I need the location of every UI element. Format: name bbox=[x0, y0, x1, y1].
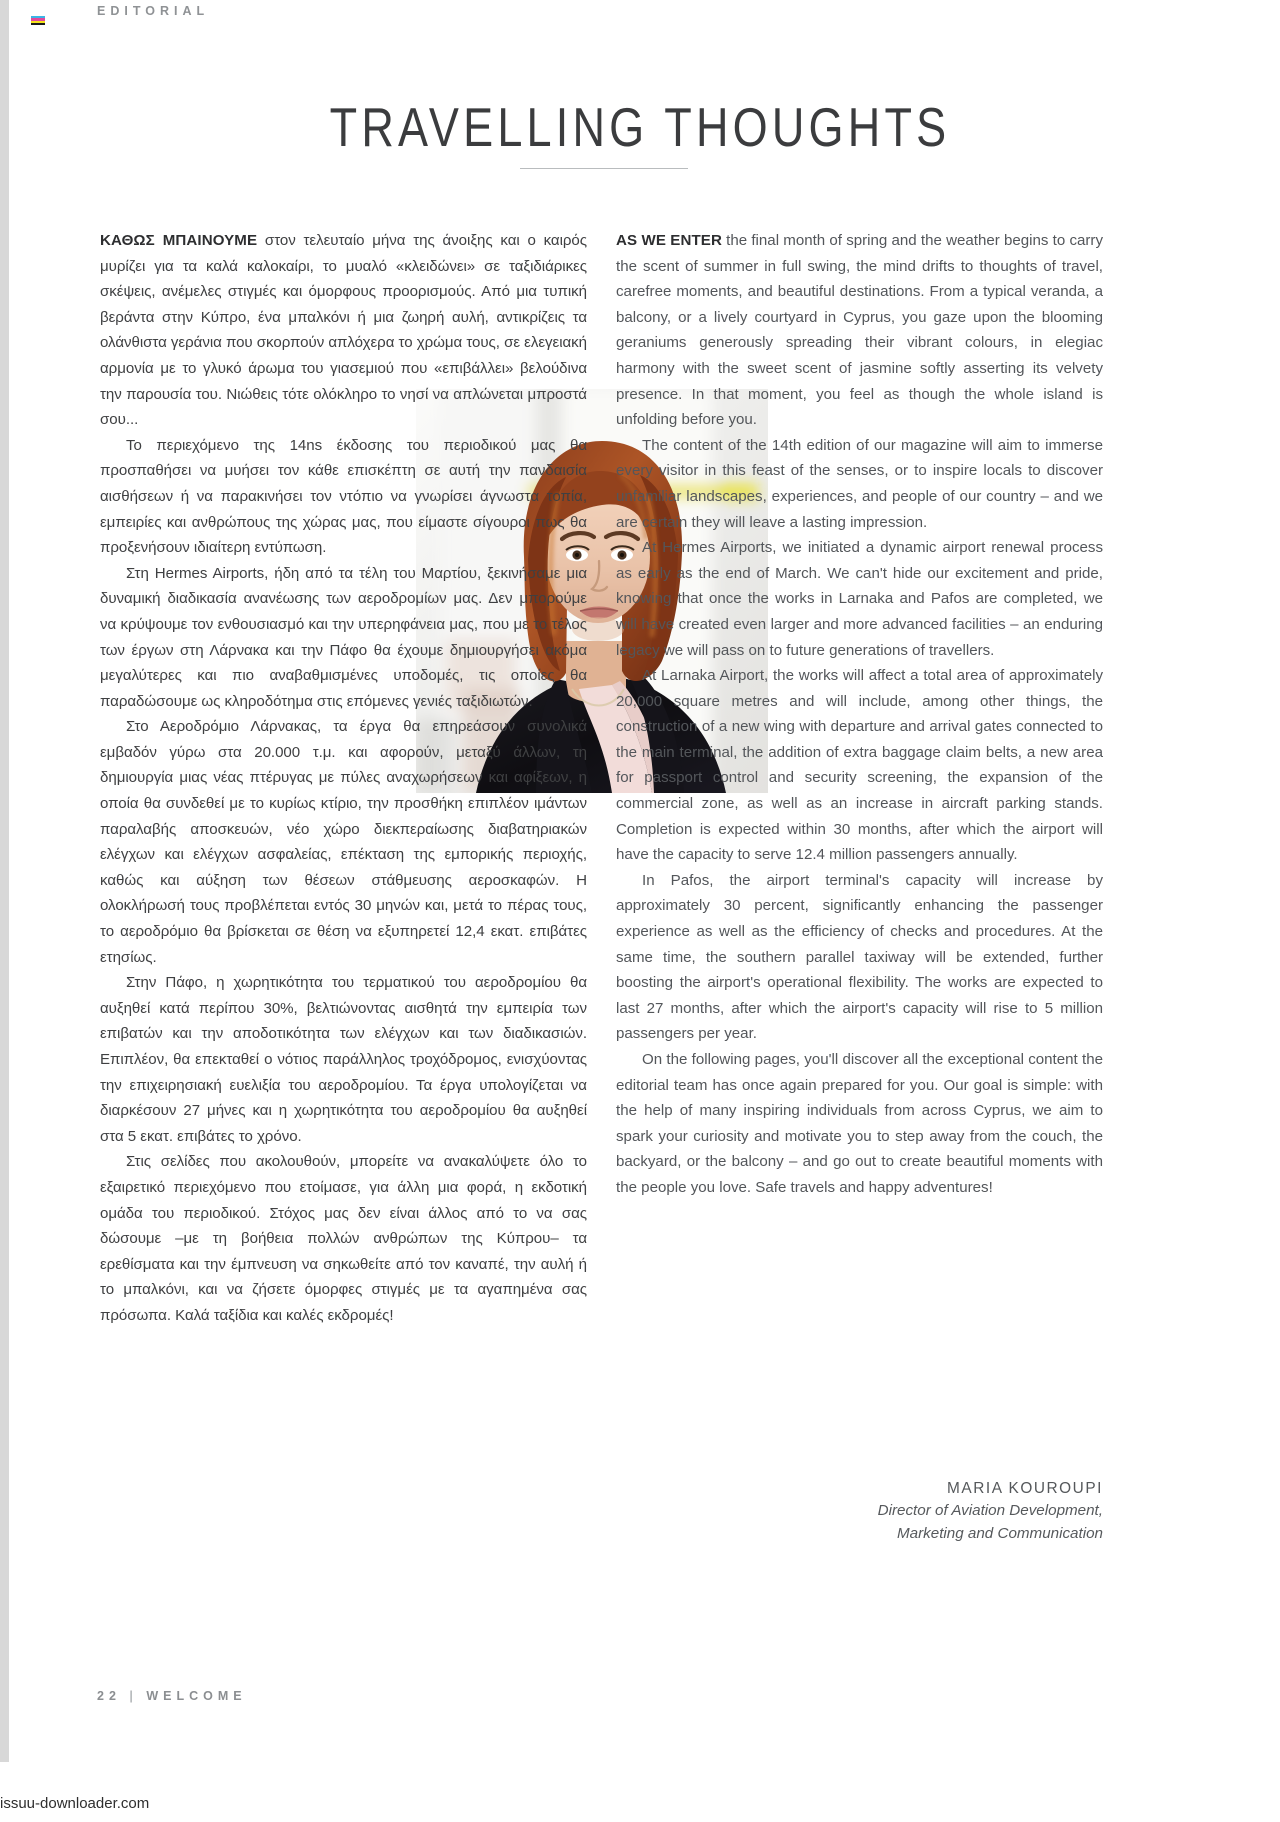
greek-paragraph-1-text: στον τελευταίο μήνα της άνοιξης και ο καιρός μυρίζει για τα καλά καλοκαίρι, το μυαλό «κλειδώνει» σε ταξιδιάρικες σκέψεις, ανέμελες στιγμές και όμορφους προορισμούς. Από μια τυπική βεράντα στην Κύπρο, ένα μπαλκόνι ή μια ζωηρή αυλή, αντικρίζεις τα ολάνθιστα γεράνια που σκορπούν απλόχερα το χρώμα τους, σε ελεγειακή αρμονία με το γλυκό άρωμα του γιασεμιού που «επιβάλλει» βελούδινα την παρουσία του. Νιώθεις τότε ολόκληρο το νησί να απλώνεται μπροστά σου... bbox=[100, 232, 588, 429]
greek-paragraph-4: Στο Αεροδρόμιο Λάρνακας, τα έργα θα επηρεάσουν συνολικά εμβαδόν γύρω στα 20.000 τ.μ. και αφορούν, μεταξύ άλλων, τη δημιουργία μιας νέας πτέρυγας με πύλες αναχωρήσεων και αφίξεων, η οποία θα συνδεθεί με το κυρίως κτίριο, την προσθήκη επιπλέον ιμάντων παραλαβής αποσκευών, νέο χώρο διεκπεραίωσης διαβατηριακών ελέγχων και ελέγχων ασφαλείας, επέκταση της εμπορικής περιοχής, καθώς και αύξηση των θέσεων στάθμευσης αεροσκαφών. Η ολοκλήρωσή τους προβλέπεται εντός 30 μηνών και, μετά το πέρας τους, το αεροδρόμιο θα βρίσκεται σε θέση να εξυπηρετεί 12,4 εκατ. επιβάτες ετησίως. bbox=[100, 718, 587, 966]
greek-paragraph-1 bbox=[100, 228, 587, 433]
greek-paragraph-5: Στην Πάφο, η χωρητικότητα του τερματικού του αεροδρομίου θα αυξηθεί κατά περίπου 30%, βελτιώνοντας αισθητά την εμπειρία των επιβατών και την αποδοτικότητα των ελέγχων και των διαδικασιών. Επιπλέον, θα επεκταθεί ο νότιος παράλληλος τροχόδρομος, ενισχύοντας την επιχειρησιακή ευελιξία του αεροδρομίου. Τα έργα υπολογίζεται να διαρκέσουν 27 μήνες και η χωρητικότητα του αεροδρομίου θα αυξηθεί στα 5 εκατ. επιβάτες το χρόνο. bbox=[100, 974, 587, 1145]
page-edge-bar bbox=[0, 0, 9, 1762]
section-kicker: EDITORIAL bbox=[97, 4, 210, 18]
english-paragraph-1 bbox=[616, 228, 1103, 433]
title-divider-rule bbox=[520, 168, 688, 169]
footer-separator: | bbox=[129, 1689, 138, 1703]
greek-paragraph-6: Στις σελίδες που ακολουθούν, μπορείτε να ανακαλύψετε όλο το εξαιρετικό περιεχόμενο που ετοίμασε, για άλλη μια φορά, η εκδοτική ομάδα του περιοδικού. Στόχος μας δεν είναι άλλος από το να σας δώσουμε –με τη βοήθεια πολλών ανθρώπων της Κύπρου– τα ερεθίσματα και την έμπνευση να σηκωθείτε από τον καναπέ, την αυλή ή το μπαλκόνι, και να ζήσετε όμορφες στιγμές με τα αγαπημένα σας πρόσωπα. Καλά ταξίδια και καλές εκδρομές! bbox=[100, 1153, 587, 1324]
english-paragraph-4: At Larnaka Airport, the works will affect a total area of approximately 20,000 square metres and will include, among other things, the construction of a new wing with departure and arrival gates connected to the main terminal, the addition of extra baggage claim belts, a new area for passport control and security screening, the expansion of the commercial zone, as well as an increase in aircraft parking stands. Completion is expected within 30 months, after which the airport will have the capacity to serve 12.4 million passengers annually. bbox=[616, 667, 1103, 864]
author-name: MARIA KOUROUPI bbox=[947, 1480, 1103, 1497]
english-paragraph-2: The content of the 14th edition of our magazine will aim to immerse every visitor in this feast of the senses, or to inspire locals to discover unfamiliar landscapes, experiences, and people of our country – and we are certain they will leave a lasting impression. bbox=[616, 436, 1103, 531]
english-paragraph-1-text: the final month of spring and the weather begins to carry the scent of summer in full swing, the mind drifts to thoughts of travel, carefree moments, and beautiful destinations. From a typical veranda, a balcony, or a lively courtyard in Cyprus, you gaze upon the blooming geraniums generously spreading their vibrant colours, in elegiac harmony with the sweet scent of jasmine softly asserting its velvety presence. In that moment, you feel as though the whole island is unfolding before you. bbox=[616, 232, 1103, 429]
page-title: TRAVELLING THOUGHTS bbox=[329, 96, 951, 159]
english-column bbox=[616, 228, 1103, 1201]
cmyk-registration-mark bbox=[31, 16, 45, 25]
author-role-line-1: Director of Aviation Development, bbox=[877, 1502, 1103, 1519]
greek-paragraph-2: Το περιεχόμενο της 14ns έκδοσης του περιοδικού μας θα προσπαθήσει να μυήσει τον κάθε επισκέπτη σε αυτή την πανδαισία αισθήσεων ή να παρακινήσει τον ντόπιο να γνωρίσει άγνωστα τοπία, εμπειρίες και ανθρώπους της χώρας μας, που είμαστε σίγουροι πως θα προξενήσουν ιδιαίτερη εντύπωση. bbox=[100, 436, 587, 557]
english-paragraph-3: At Hermes Airports, we initiated a dynamic airport renewal process as early as the end of March. We can't hide our excitement and pride, knowing that once the works in Larnaka and Pafos are completed, we will have created even larger and more advanced facilities – an enduring legacy we will pass on to future generations of travellers. bbox=[616, 539, 1103, 659]
author-signature bbox=[683, 1480, 1103, 1545]
english-lead-in: AS WE ENTER bbox=[616, 232, 722, 249]
author-role-line-2: Marketing and Communication bbox=[897, 1524, 1103, 1542]
greek-lead-in: ΚΑΘΩΣ ΜΠΑΙΝΟΥΜΕ bbox=[100, 232, 258, 249]
greek-paragraph-3: Στη Hermes Airports, ήδη από τα τέλη του Μαρτίου, ξεκινήσαμε μια δυναμική διαδικασία ανανέωσης των αεροδρομίων μας. Δεν μπορούμε να κρύψουμε τον ενθουσιασμό και την υπερηφάνεια μας, που με το τέλος των έργων στη Λάρνακα και την Πάφο θα έχουμε δημιουργήσει ακόμα μεγαλύτερες και πιο αναβαθμισμένες υποδομές, τις οποίες θα παραδώσουμε ως κληροδότημα στις επόμενες γενιές ταξιδιωτών. bbox=[100, 564, 587, 710]
article-body bbox=[100, 228, 1103, 1358]
footer-page-number: 22 bbox=[97, 1689, 121, 1703]
source-watermark: issuu-downloader.com bbox=[0, 1795, 150, 1812]
english-paragraph-6: On the following pages, you'll discover all the exceptional content the editorial team has once again prepared for you. Our goal is simple: with the help of many inspiring individuals from across Cyprus, we aim to spark your curiosity and motivate you to step away from the couch, the backyard, or the balcony – and go out to create beautiful moments with the people you love. Safe travels and happy adventures! bbox=[616, 1051, 1103, 1196]
english-paragraph-5: In Pafos, the airport terminal's capacity will increase by approximately 30 percent, significantly enhancing the passenger experience as well as the efficiency of checks and procedures. At the same time, the southern parallel taxiway will be extended, further boosting the airport's operational flexibility. The works are expected to last 27 months, after which the airport's capacity will rise to 5 million passengers per year. bbox=[616, 871, 1103, 1043]
greek-column bbox=[100, 228, 587, 1329]
footer-section-label: WELCOME bbox=[146, 1689, 247, 1703]
page-footer bbox=[97, 1689, 247, 1703]
